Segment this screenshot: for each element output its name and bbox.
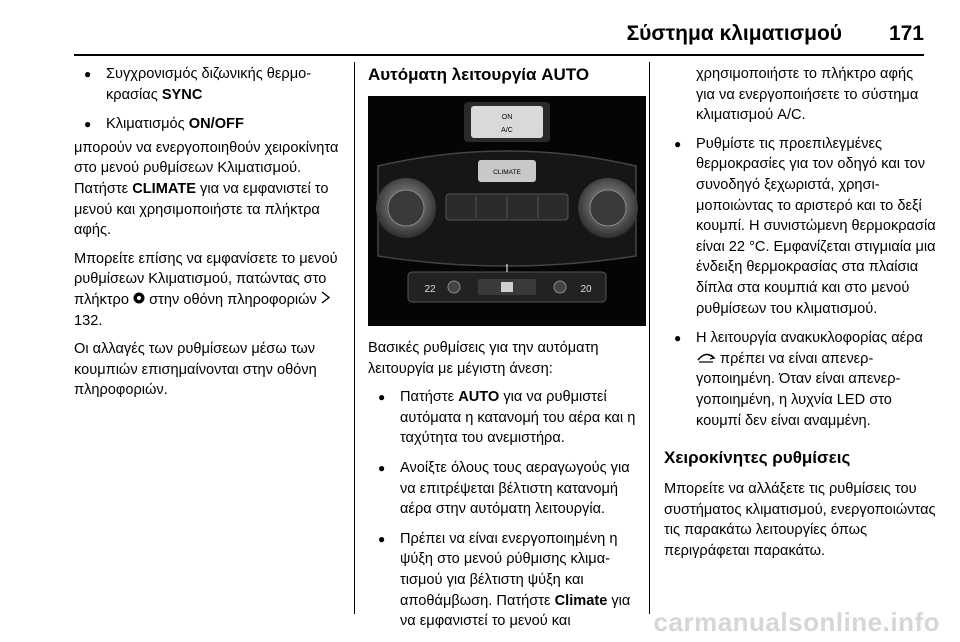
paragraph: Μπορείτε να αλλάξετε τις ρυθμίσεις του συστήματος κλιματισμού, ενεργοποιώντας τις παρακάτω λειτουργίες όπως περιγράφεται παρακάτω. — [664, 481, 936, 560]
paragraph: Βασικές ρυθμίσεις για την αυτόματη λειτουργία με μέγιστη άνεση: — [368, 340, 599, 377]
column-3 — [664, 64, 936, 570]
header-rule — [74, 54, 924, 56]
figure-temp-right: 20 — [580, 284, 592, 295]
list-item: ● Η λειτουργία ανακυκλοφορίας αέρα πρέπει να είναι απενεργοποιημένη. Όταν είναι απενεργοποιημένη, η λυχνία LED στο κουμπί δεν είναι αναμμένη. — [664, 328, 936, 431]
watermark: carmanualsonline.info — [653, 607, 940, 637]
figure-label-on: ON — [501, 114, 513, 121]
list-item: ● Κλιματισμός ON/OFF — [74, 114, 346, 135]
column-1 — [74, 64, 346, 409]
column-divider-1 — [354, 62, 355, 614]
section-heading: Αυτόματη λειτουργία AUTO — [368, 65, 590, 84]
paragraph: Μπορείτε επίσης να εμφανίσετε το μενού ρυθμίσεων Κλιματισμού, πατώντας στο πλήκτρο στην οθόνη πληροφοριών 132. — [74, 250, 338, 329]
page-header-title: Σύστημα κλιματισμού — [626, 22, 842, 45]
figure-label-climate: CLIMATE — [493, 169, 521, 176]
paragraph: χρησιμοποιήστε το πλήκτρο αφής για να ενεργοποιήσετε το σύστημα κλιματισμού A/C. — [696, 66, 919, 124]
home-button-icon — [133, 290, 145, 311]
column-2 — [368, 64, 644, 641]
list-item: ● Πατήστε AUTO για να ρυθμιστεί αυτόματα η κατανομή του αέρα και η ταχύτητα του ανεμιστήρα. — [368, 387, 644, 449]
paragraph: Οι αλλαγές των ρυθμίσεων μέσω των κουμπιών επισημαίνονται στην οθόνη πληροφοριών. — [74, 341, 317, 399]
column-divider-2 — [649, 62, 650, 614]
page-number: 171 — [888, 22, 924, 45]
page-reference-arrow-icon — [321, 290, 331, 311]
list-item: ● Πρέπει να είναι ενεργοποιημένη η ψύξη στο μενού ρύθμισης κλιματισμού για βέλτιστη ψύξη και αποθάμβωση. Πατήστε Climate για να εμφανιστεί το μενού και — [368, 529, 644, 632]
recirculation-icon — [696, 349, 716, 370]
figure-temp-left: 22 — [424, 284, 436, 295]
list-item: ● Ρυθμίστε τις προεπιλεγμένες θερμοκρασίες για τον οδηγό και τον συνοδηγό ξεχωριστά, χρησιμοποιώντας το αριστερό και το δεξί κουμπί. Η συνιστώμενη θερμοκρασία είναι 22 °C. Εμφανίζεται στιγμιαία μια ένδειξη θερμοκρασίας στα πλαίσια δίπλα στα κουμπιά και στο μενού ρυθμίσεων του κλιματισμού. — [664, 134, 936, 319]
list-item: ● Συγχρονισμός διζωνικής θερμοκρασίας SYNC — [74, 64, 346, 105]
climate-control-figure — [368, 96, 646, 326]
paragraph: μπορούν να ενεργοποιηθούν χειροκίνητα στο μενού ρυθμίσεων Κλιματισμού. Πατήστε CLIMATE για να εμφανιστεί το μενού και χρησιμοποιήστε τα πλήκτρα αφής. — [74, 139, 339, 239]
section-heading: Χειροκίνητες ρυθμίσεις — [664, 448, 851, 468]
figure-label-ac: A/C — [501, 127, 513, 134]
list-item: ● Ανοίξτε όλους τους αεραγωγούς για να επιτρέψεται βέλτιστη κατανομή αέρα στην αυτόματη λειτουργία. — [368, 458, 644, 520]
